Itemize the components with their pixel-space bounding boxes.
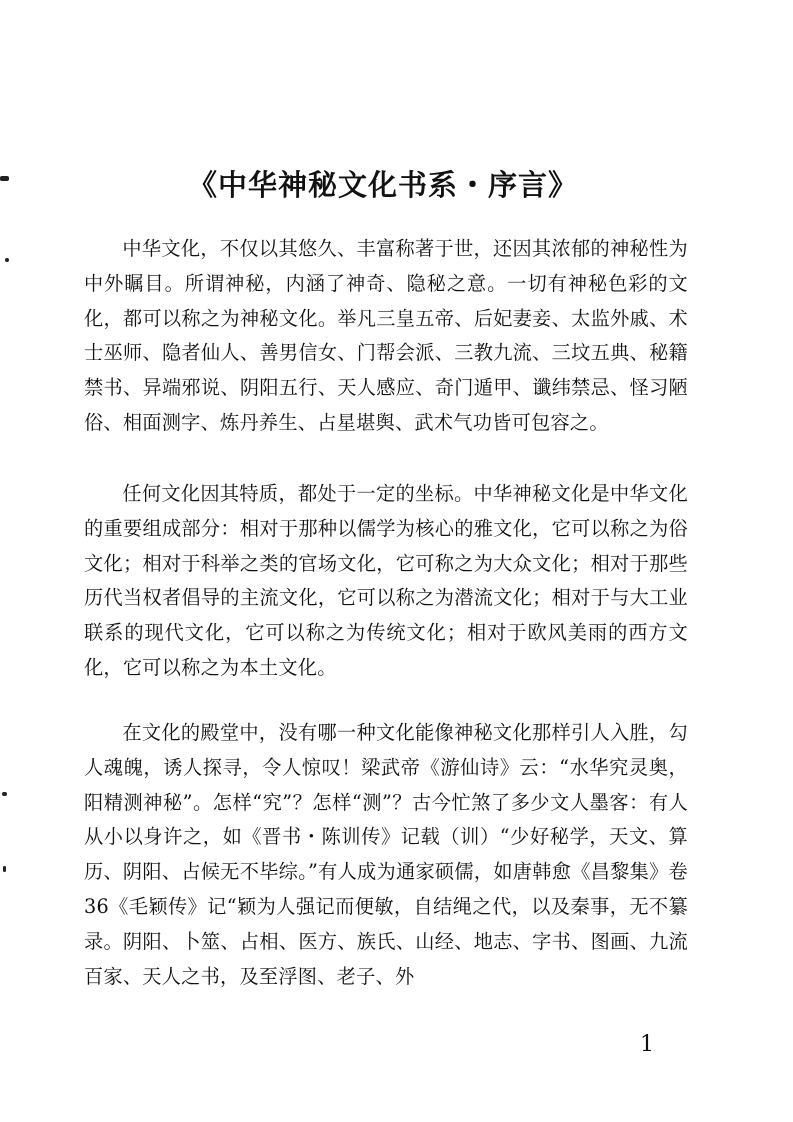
scan-mark-3 bbox=[2, 792, 7, 796]
paragraph-2: 任何文化因其特质，都处于一定的坐标。中华神秘文化是中华文化的重要组成部分：相对于那种以儒学为核心的雅文化，它可以称之为俗文化；相对于科举之类的官场文化，它可称之为大众文化；相对于那些历代当权者倡导的主流文化，它可以称之为潜流文化；相对于与大工业联系的现代文化，它可以称之为传统文化；相对于欧风美雨的西方文化，它可以称之为本土文化。 bbox=[84, 482, 688, 679]
scan-mark-2 bbox=[5, 258, 9, 262]
paragraph-3: 在文化的殿堂中，没有哪一种文化能像神秘文化那样引人入胜，勾人魂魄，诱人探寻，令人惊叹！梁武帝《游仙诗》云：“水华究灵奥，阳精测神秘”。怎样“究”？怎样“测”？古今忙煞了多少文人墨客：有人从小以身许之，如《晋书・陈训传》记载（训）“少好秘学，天文、算历、阴阳、占候无不毕综。”有人成为通家硕儒，如唐韩愈《昌黎集》卷36《毛颖传》记“颖为人强记而便敏，自结绳之代，以及秦事，无不纂录。阴阳、卜筮、占相、医方、族氏、山经、地志、字书、图画、九流百家、天人之书，及至浮图、老子、外 bbox=[84, 721, 688, 988]
page-number: 1 bbox=[640, 1032, 654, 1057]
scan-mark-4 bbox=[3, 866, 6, 872]
page-title: 《中华神秘文化书系・序言》 bbox=[187, 168, 578, 203]
scan-mark-1 bbox=[0, 176, 9, 181]
paragraph-1: 中华文化，不仅以其悠久、丰富称著于世，还因其浓郁的神秘性为中外瞩目。所谓神秘，内涵了神奇、隐秘之意。一切有神秘色彩的文化，都可以称之为神秘文化。举凡三皇五帝、后妃妻妾、太监外戚、术士巫师、隐者仙人、善男信女、门帮会派、三教九流、三坟五典、秘籍禁书、异端邪说、阴阳五行、天人感应、奇门遁甲、谶纬禁忌、怪习陋俗、相面测字、炼丹养生、占星堪舆、武术气功皆可包容之。 bbox=[84, 237, 688, 434]
